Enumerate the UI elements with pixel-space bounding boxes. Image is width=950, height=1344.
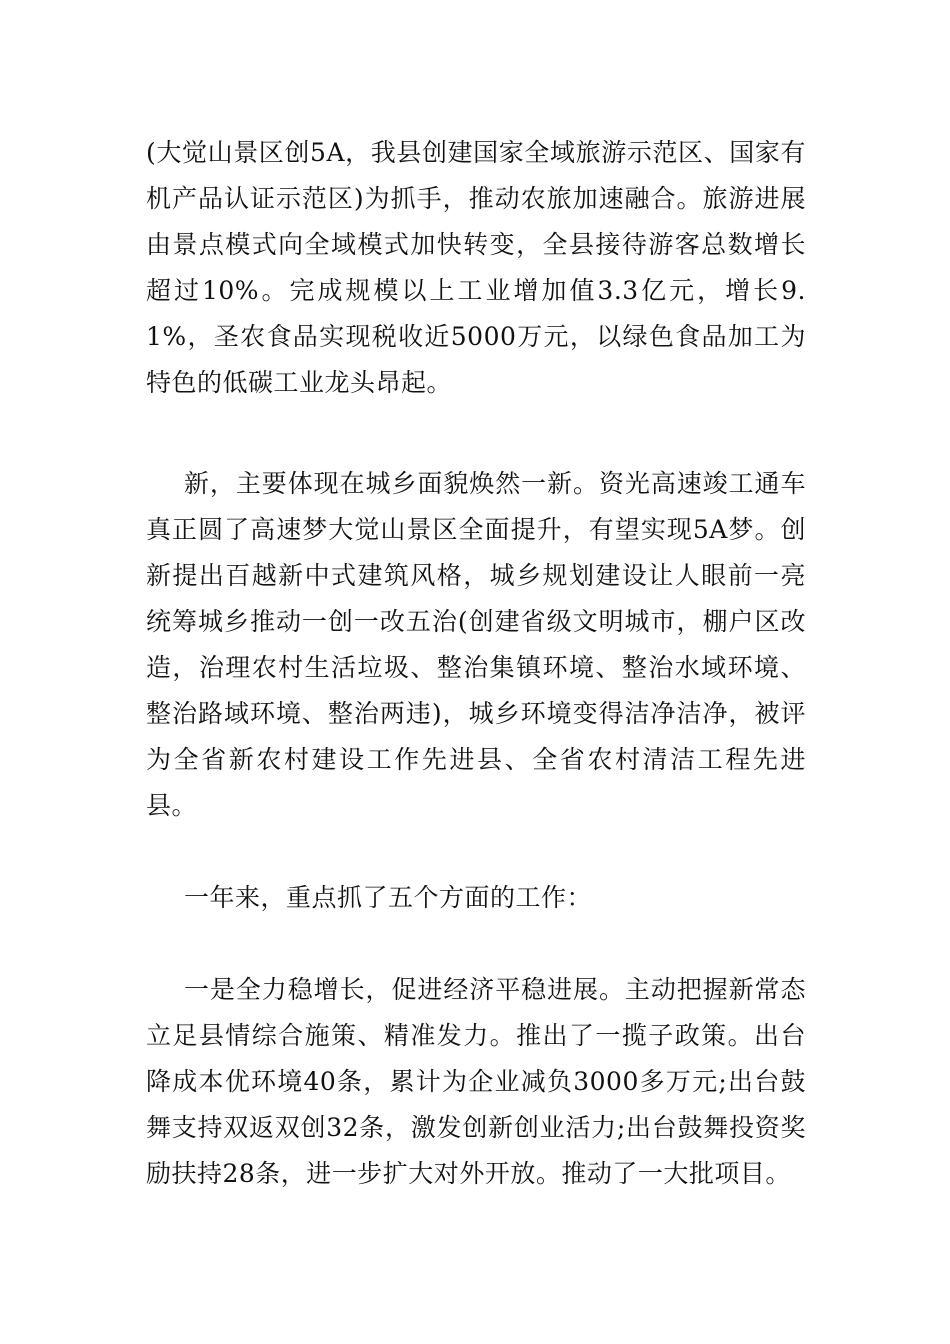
paragraph-tourism-industry: (大觉山景区创5A，我县创建国家全域旅游示范区、国家有机产品认证示范区)为抓手，推动农旅加速融合。旅游进展由景点模式向全域模式加快转变，全县接待游客总数增长超过10%。完成规模以上工业增加值3.3亿元，增长9.1%，圣农食品实现税收近5000万元，以绿色食品加工为特色的低碳工业龙头昂起。 <box>146 138 806 397</box>
document-body <box>146 130 806 1197</box>
paragraph-urban-rural: 新，主要体现在城乡面貌焕然一新。资光高速竣工通车真正圆了高速梦大觉山景区全面提升，有望实现5A梦。创新提出百越新中式建筑风格，城乡规划建设让人眼前一亮统筹城乡推动一创一改五治(创建省级文明城市，棚户区改造，治理农村生活垃圾、整治集镇环境、整治水域环境、整治路域环境、整治两违)，城乡环境变得洁净洁净，被评为全省新农村建设工作先进县、全省农村清洁工程先进县。 <box>146 469 806 820</box>
paragraph-stable-growth: 一是全力稳增长，促进经济平稳进展。主动把握新常态立足县情综合施策、精准发力。推出了一揽子政策。出台降成本优环境40条，累计为企业减负3000多万元;出台鼓舞支持双返双创32条，激发创新创业活力;出台鼓舞投资奖励扶持28条，进一步扩大对外开放。推动了一大批项目。 <box>146 975 806 1188</box>
paragraph-five-aspects: 一年来，重点抓了五个方面的工作： <box>184 883 593 912</box>
